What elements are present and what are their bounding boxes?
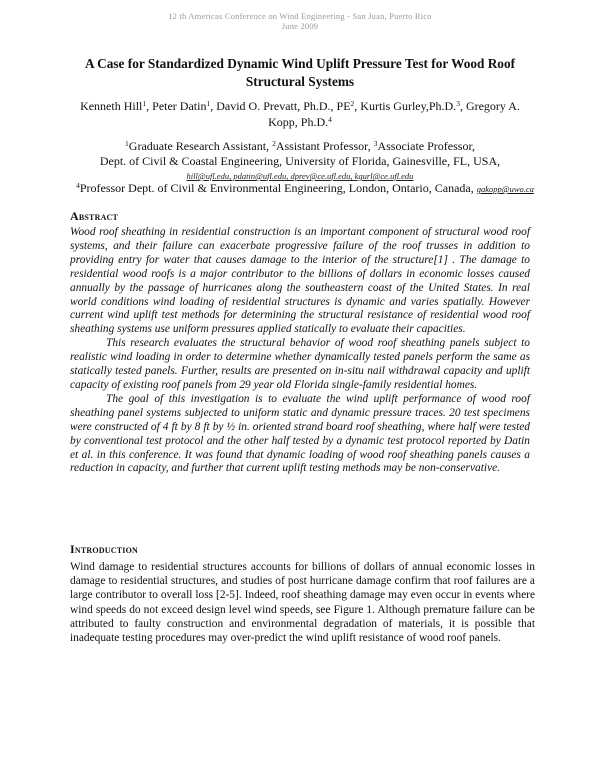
affiliations (60, 139, 540, 184)
author-sup: 4 (328, 115, 332, 124)
introduction-heading: Introduction (70, 542, 138, 556)
abstract-heading: Abstract (70, 209, 119, 223)
affiliation-line2: Dept. of Civil & Coastal Engineering, University of Florida, Gainesville, FL, USA, (99, 154, 501, 168)
conference-header-line1: 12 th Americas Conference on Wind Engineering - San Juan, Puerto Rico (168, 11, 432, 21)
affiliation-line1 (60, 139, 540, 154)
author-name: Gregory A. Kopp, Ph.D. (268, 99, 520, 129)
title-line2: Structural Systems (245, 74, 355, 89)
abstract-paragraph: This research evaluates the structural behavior of wood roof sheathing panels subject to realistic wind loading in order to determine whether dynamically tested panels perform the same as statically tested panels. Further, results are presented on in-situ nail withdrawal capacity and uplift capacity of existing roof panels from 29 year old Florida single-family residential homes. (70, 337, 530, 391)
affil-sup: 3 (373, 139, 378, 148)
title-line1: A Case for Standardized Dynamic Wind Uplift Pressure Test for Wood Roof (84, 56, 516, 71)
affil-text: Associate Professor, (377, 139, 475, 153)
author-name: David O. Prevatt, Ph.D., PE (216, 99, 351, 113)
author-emails[interactable]: hill@ufl.edu, pdatin@ufl.edu, dprev@ce.ufl.edu, kgurl@ce.ufl.edu (186, 171, 414, 181)
abstract-body (70, 226, 530, 476)
author-list: Kenneth Hill$^1$, Peter Datin$^1$, David O. Prevatt, Ph.D., $PE^2$, Kurtis Gurley,Ph.D.$^3$, Gregory A. Kopp, Ph.D.$^4$ (80, 99, 520, 129)
affil-text: Professor Dept. of Civil & Environmental Engineering, London, Ontario, Canada, (79, 181, 477, 195)
introduction-paragraph: Wind damage to residential structures accounts for billions of dollars of annual economic losses in damage to residential structures, and studies of post hurricane damage confirm that roof failures are a large contributor to overall loss [2-5]. Indeed, roof sheathing damage may even occur in events where wind speeds do not exceed design level wind speeds, see Figure 1. Although premature failure can be attributed to faulty construction and environmental degradation of materials, it is possible that inadequate testing procedures may over-predict the wind uplift resistance of wood roof panels. (70, 561, 535, 645)
abstract-paragraph: The goal of this investigation is to evaluate the wind uplift performance of wood roof sheathing panel systems subjected to uniform static and dynamic pressure traces. 20 test specimens were constructed of 4 ft by 8 ft by ½ in. oriented strand board roof sheathing, where half were tested by conventional test protocol and the other half tested by a dynamic test protocol reported by Datin et al. in this conference. It was found that dynamic loading of wood roof sheathing panels causes a reduction in capacity, and further that current uplift testing methods may be non-conservative. (70, 392, 530, 475)
affil-sup: 1 (125, 139, 129, 148)
author-sup: 2 (350, 99, 355, 108)
conference-header-line2: June 2009 (281, 21, 319, 31)
conference-header (0, 11, 600, 31)
author-name: Kurtis Gurley,Ph.D. (360, 99, 457, 113)
author-name: Peter Datin (152, 99, 207, 113)
affil-sup: 2 (272, 139, 276, 148)
affiliation-line3 (50, 181, 560, 197)
author-sup: 1 (206, 99, 211, 108)
affil-text: Assistant Professor, (275, 139, 374, 153)
paper-title (60, 55, 540, 91)
author-sup: 1 (142, 99, 147, 108)
email-link[interactable]: gakopp@uwo.ca (476, 184, 534, 194)
affil-text: Graduate Research Assistant, (128, 139, 273, 153)
abstract-paragraph: Wood roof sheathing in residential construction is an important component of structural wood roof systems, and their failure can exacerbate progressive failure of the roof trusses in addition to providing entry for water that causes damage to the interior of the structure[1] . The damage to residential wood roofs is a major contributor to the billions of dollars in economic losses caused annually by the passage of hurricanes along the southeastern coast of the United States. In real world conditions wind loading of residential structures is dynamic and varies spatially. However current wind uplift test methods for determining the structural resistance of residential wood roof sheathing systems use uniform pressures applied statically to evaluate their capacities. (70, 226, 530, 336)
author-name: Kenneth Hill (80, 99, 143, 113)
affil-sup: 4 (76, 181, 80, 190)
author-sup: 3 (456, 99, 460, 108)
introduction-body (70, 560, 535, 645)
